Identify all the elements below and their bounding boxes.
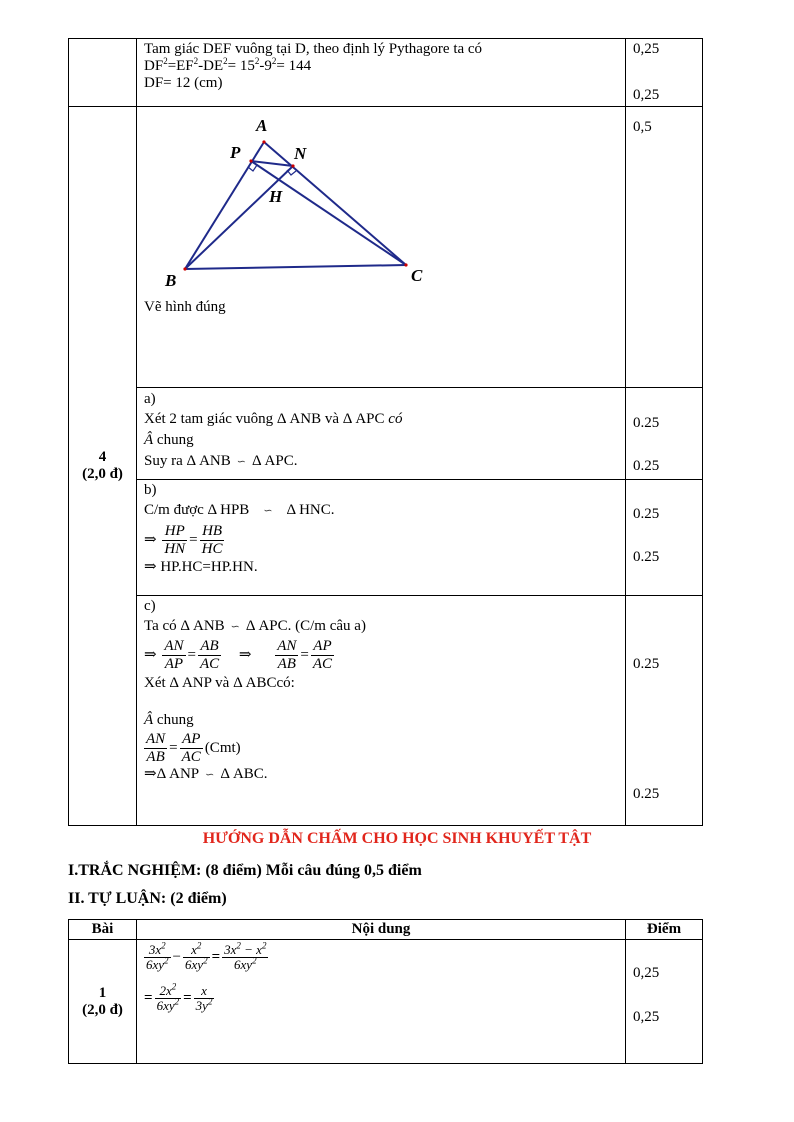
score: 0,25: [633, 87, 660, 103]
text-line: Tam giác DEF vuông tại D, theo định lý Pythagore ta có: [144, 41, 483, 57]
label-A: A: [256, 116, 268, 135]
text-line: [144, 430, 618, 451]
bai-cell: [69, 107, 137, 826]
text-line: [144, 409, 618, 430]
text: chung: [156, 712, 194, 728]
score: 0,5: [633, 119, 652, 135]
content-cell: [137, 596, 626, 826]
equation: ⇒ $\frac{HP}{HN}$ = $\frac{HB}{HC}$: [144, 523, 223, 557]
text-line: ⇒Δ ANP ∽ Δ ABC.: [144, 766, 268, 782]
score: 0.25: [633, 549, 660, 565]
column-header: Điểm: [626, 920, 703, 940]
numerator: AN: [146, 731, 166, 747]
bai-number: 1: [98, 984, 107, 1001]
content-cell: [137, 480, 626, 596]
content-cell: [137, 388, 626, 480]
bai-points: (2,0 đ): [82, 1001, 123, 1018]
table-row: [69, 388, 703, 480]
similar-symbol: ∽: [236, 456, 246, 468]
text-line: DF= 12 (cm): [144, 75, 223, 91]
fraction: [162, 523, 187, 558]
segment-BC: [185, 265, 406, 269]
fraction: [311, 638, 334, 673]
part-label: c): [144, 598, 156, 614]
text: Xét 2 tam giác vuông Δ ANB và Δ APC: [144, 411, 385, 427]
grading-table-part1: [68, 38, 703, 826]
text: Δ APC.: [251, 453, 298, 469]
denominator: AC: [312, 656, 333, 672]
angle-symbol: Â: [144, 432, 154, 448]
part-label: a): [144, 391, 156, 407]
similar-symbol: ∽: [230, 621, 240, 633]
numerator: AB: [198, 638, 221, 656]
fraction: $\frac{x}{3y^2}$: [195, 983, 213, 1013]
label-C: C: [411, 266, 423, 285]
score-cell: [626, 480, 703, 596]
fraction: [144, 731, 167, 766]
score-cell: [626, 940, 703, 1064]
text: Δ APC. (C/m câu a): [245, 618, 366, 634]
fraction: [198, 638, 221, 673]
equation: $\frac{3x^2}{6xy^2}$ − $\frac{x^2}{6xy^2}$ = $\frac{3x^2 - x^2}{6xy^2}$: [146, 940, 267, 972]
text: HP.HC=HP.HN.: [160, 559, 258, 575]
bai-cell: [69, 39, 137, 107]
label-N: N: [294, 144, 307, 163]
score-cell: [626, 388, 703, 480]
table-row: [69, 940, 703, 1064]
table-row: [69, 596, 703, 826]
table-row: [69, 480, 703, 596]
text-line: Xét Δ ANP và Δ ABCcó:: [144, 675, 295, 691]
denominator: AB: [277, 656, 296, 672]
text: Δ HNC.: [286, 502, 335, 518]
score: 0.25: [633, 458, 660, 474]
angle-symbol: Â: [144, 712, 154, 728]
section-title: II. TỰ LUẬN: (2 điểm): [68, 890, 227, 907]
content-cell: [137, 940, 626, 1064]
text-line: [144, 451, 618, 473]
numerator: AP: [311, 638, 334, 656]
equation: ⇒ $\frac{AN}{AP}$ = $\frac{AB}{AC}$ ⇒ $\frac{AN}{AB}$ = $\frac{AP}{AC}$: [144, 638, 333, 672]
text: Suy ra Δ ANB: [144, 453, 231, 469]
score-cell: [626, 39, 703, 107]
similar-symbol: ∽: [263, 505, 273, 517]
figure-caption: Vẽ hình đúng: [144, 299, 226, 315]
text: Δ ANP: [156, 766, 200, 782]
right-angle-mark: [287, 170, 296, 175]
text-line: $DF^2=EF^2-DE^2= 15^2-9^2= 144$: [144, 56, 312, 74]
figure-cell: [137, 107, 626, 388]
table-header-row: [69, 920, 703, 940]
column-header: Bài: [69, 920, 137, 940]
text-line: [144, 502, 618, 520]
section-title: I.TRẮC NGHIỆM: (8 điểm) Mỗi câu đúng 0,5 điểm: [68, 862, 422, 879]
score: 0,25: [633, 41, 660, 57]
text-line: ⇒ HP.HC=HP.HN.: [144, 559, 258, 575]
score-cell: [626, 596, 703, 826]
part-label: b): [144, 482, 157, 498]
text: có: [388, 411, 403, 427]
text-line: [144, 618, 618, 636]
content-cell: [137, 39, 626, 107]
text: Ta có Δ ANB: [144, 618, 225, 634]
denominator: HC: [201, 541, 223, 557]
text: C/m được Δ HPB: [144, 502, 250, 518]
label-H: H: [269, 187, 283, 206]
denominator: AB: [146, 749, 165, 765]
text: chung: [156, 432, 194, 448]
numerator: HB: [200, 523, 225, 541]
bai-points: (2,0 đ): [82, 466, 123, 482]
score: 0,25: [633, 965, 660, 981]
equation: $\frac{AN}{AB}$ = $\frac{AP}{AC}$ (Cmt): [146, 731, 241, 765]
score: 0.25: [633, 415, 660, 431]
numerator: AN: [277, 638, 297, 654]
denominator: HN: [164, 541, 186, 557]
fraction: $\frac{3x^2}{6xy^2}$: [146, 940, 169, 972]
denominator: AC: [181, 749, 201, 765]
score: 0.25: [633, 656, 660, 672]
text: (Cmt): [204, 739, 241, 756]
table-row: [69, 107, 703, 388]
similar-symbol: ∽: [205, 769, 215, 781]
segment-CP: [251, 161, 406, 265]
label-P: P: [230, 143, 241, 162]
score: 0.25: [633, 506, 660, 522]
bai-number: 4: [98, 449, 107, 465]
fraction: $\frac{3x^2 - x^2}{6xy^2}$: [224, 940, 267, 972]
label-B: B: [165, 271, 177, 288]
denominator: AP: [164, 656, 184, 672]
text: Δ ABC.: [220, 766, 268, 782]
score-cell: [626, 107, 703, 388]
bai-cell: [69, 940, 137, 1064]
numerator: HP: [162, 523, 187, 541]
score: 0,25: [633, 1009, 660, 1025]
fraction: [180, 731, 203, 766]
fraction: [275, 638, 298, 673]
numerator: AP: [180, 731, 203, 749]
numerator: AN: [164, 638, 184, 654]
table-row: [69, 39, 703, 107]
segment-AC: [264, 142, 406, 265]
denominator: AC: [199, 656, 220, 672]
grading-table-part2: [68, 919, 703, 1064]
column-header: Nội dung: [137, 920, 626, 940]
score: 0.25: [633, 786, 660, 802]
triangle-figure: [162, 113, 462, 288]
text-line: [144, 712, 618, 729]
equation: = $\frac{2x^2}{6xy^2}$ = $\frac{x}{3y^2}$: [144, 981, 213, 1013]
fraction: $\frac{x^2}{6xy^2}$: [185, 940, 208, 972]
section-heading: HƯỚNG DẪN CHẤM CHO HỌC SINH KHUYẾT TẬT: [202, 830, 592, 847]
fraction: $\frac{2x^2}{6xy^2}$: [156, 981, 180, 1013]
fraction: [162, 638, 185, 673]
fraction: [200, 523, 225, 558]
